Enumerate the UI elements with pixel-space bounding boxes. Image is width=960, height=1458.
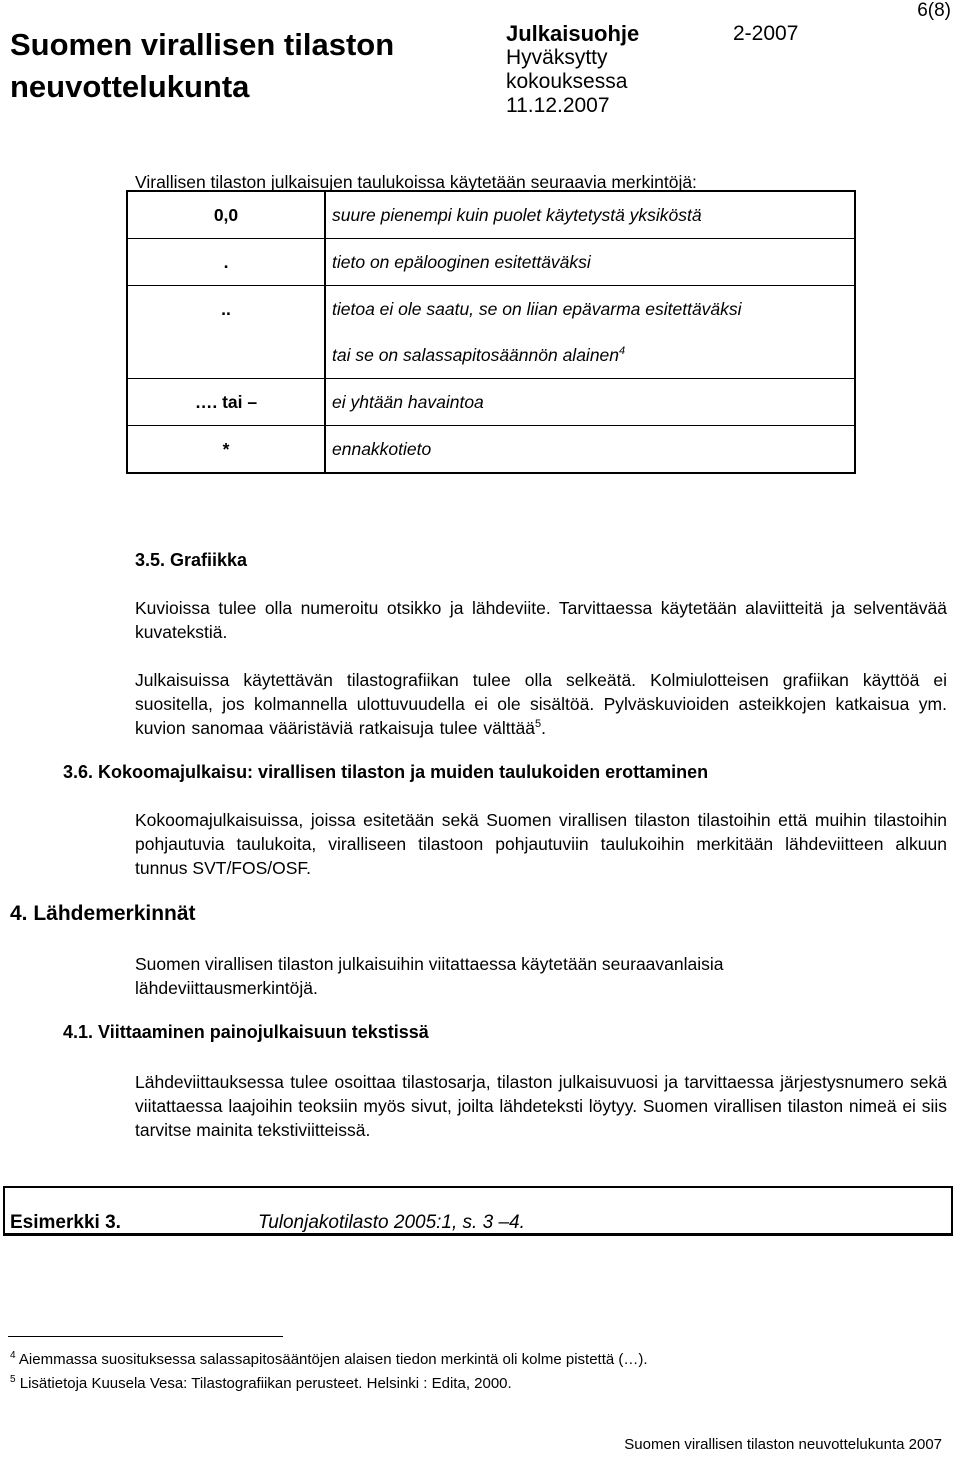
footnote-text: Lisätietoja Kuusela Vesa: Tilastografiikan perusteet. Helsinki : Edita, 2000. <box>19 1375 512 1392</box>
document-status-line1: Hyväksytty <box>506 46 608 69</box>
paragraph-text: Julkaisuissa käytettävän tilastografiikan tulee olla selkeätä. Kolmiulotteisen grafiikan käyttöä ei suositella, jos kolmannella ulottuvuudella ei ole sisältöä. Pylväskuvioiden asteikkojen katkaisua ym. kuvion sanomaa vääristäviä ratkaisuja tulee välttää <box>135 670 947 738</box>
meaning-cell: ennakkotieto <box>325 426 855 474</box>
section-4-paragraph: Suomen virallisen tilaston julkaisuihin viitattaessa käytetään seuraavanlaisia lähdeviittausmerkintöjä. <box>135 954 724 998</box>
symbol-cell: .. <box>127 286 325 333</box>
section-heading-3-5: 3.5. Grafiikka <box>135 550 248 570</box>
intro-text: Virallisen tilaston julkaisujen taulukoissa käytetään seuraavia merkintöjä: <box>135 172 697 192</box>
document-date: 11.12.2007 <box>506 94 610 117</box>
footnote-ref: 5 <box>534 718 542 731</box>
paragraph-end: . <box>541 718 546 738</box>
page-footer: Suomen virallisen tilaston neuvottelukunta 2007 <box>624 1436 942 1453</box>
section-3-5-paragraph-1: Kuvioissa tulee olla numeroitu otsikko ja lähdeviite. Tarvittaessa käytetään alaviitteitä ja selventävää kuvatekstiä. <box>135 598 947 642</box>
example-label: Esimerkki 3. <box>10 1212 121 1233</box>
meaning-text: tai se on salassapitosäännön alainen <box>332 344 620 365</box>
document-status-line2: kokouksessa <box>506 70 628 93</box>
footnote-text: Aiemmassa suosituksessa salassapitosääntöjen alaisen tiedon merkintä oli kolme pistettä (…). <box>18 1351 648 1368</box>
footnote-divider <box>8 1336 283 1337</box>
document-number: 2-2007 <box>733 22 799 45</box>
footnote-4 <box>10 1350 648 1370</box>
meaning-cell <box>325 332 855 379</box>
footnote-number: 4 <box>10 1350 16 1361</box>
footnote-5 <box>10 1374 512 1394</box>
example-text: Tulonjakotilasto 2005:1, s. 3 –4. <box>258 1212 525 1233</box>
meaning-cell: tieto on epälooginen esitettäväksi <box>325 239 855 286</box>
section-heading-3-6: 3.6. Kokoomajulkaisu: virallisen tilaston ja muiden taulukoiden erottaminen <box>63 762 709 782</box>
symbol-cell: …. tai – <box>127 379 325 426</box>
section-3-5-paragraph-2 <box>135 668 947 740</box>
organization-title-line1: Suomen virallisen tilaston <box>10 27 395 62</box>
footnote-number: 5 <box>10 1374 16 1385</box>
section-heading-4-1: 4.1. Viittaaminen painojulkaisuun tekstissä <box>63 1022 429 1042</box>
section-4-1-paragraph: Lähdeviittauksessa tulee osoittaa tilastosarja, tilaston julkaisuvuosi ja tarvittaessa järjestysnumero sekä viitattaessa laajoihin teoksiin myös sivut, joilta lähdeteksti löytyy. Suomen virallisen tilaston nimeä ei siis tarvitse mainita tekstiviitteissä. <box>135 1072 947 1140</box>
meaning-cell: suure pienempi kuin puolet käytetystä yksiköstä <box>325 191 855 239</box>
meaning-cell: ei yhtään havaintoa <box>325 379 855 426</box>
document-type: Julkaisuohje <box>506 21 640 46</box>
symbols-table <box>126 190 856 474</box>
section-3-6-paragraph: Kokoomajulkaisuissa, joissa esitetään sekä Suomen virallisen tilaston tilastoihin että muihin tilastoihin pohjautuvia taulukoita, viralliseen tilastoon pohjautuviin taulukoihin merkitään lähdeviitteen alkuun tunnus SVT/FOS/OSF. <box>135 810 947 878</box>
table-row <box>127 286 855 333</box>
symbol-cell <box>127 332 325 379</box>
document-info <box>506 22 639 118</box>
table-row <box>127 332 855 379</box>
footnote-ref: 4 <box>619 344 626 357</box>
table-row <box>127 239 855 286</box>
table-row <box>127 379 855 426</box>
symbol-cell: . <box>127 239 325 286</box>
organization-title-line2: neuvottelukunta <box>10 69 250 104</box>
symbol-cell: 0,0 <box>127 191 325 239</box>
meaning-cell: tietoa ei ole saatu, se on liian epävarma esitettäväksi <box>325 286 855 333</box>
table-row <box>127 191 855 239</box>
section-heading-4: 4. Lähdemerkinnät <box>10 902 196 925</box>
page-number: 6(8) <box>917 0 951 21</box>
organization-title <box>10 24 480 108</box>
table-row <box>127 426 855 474</box>
symbol-cell: * <box>127 426 325 474</box>
